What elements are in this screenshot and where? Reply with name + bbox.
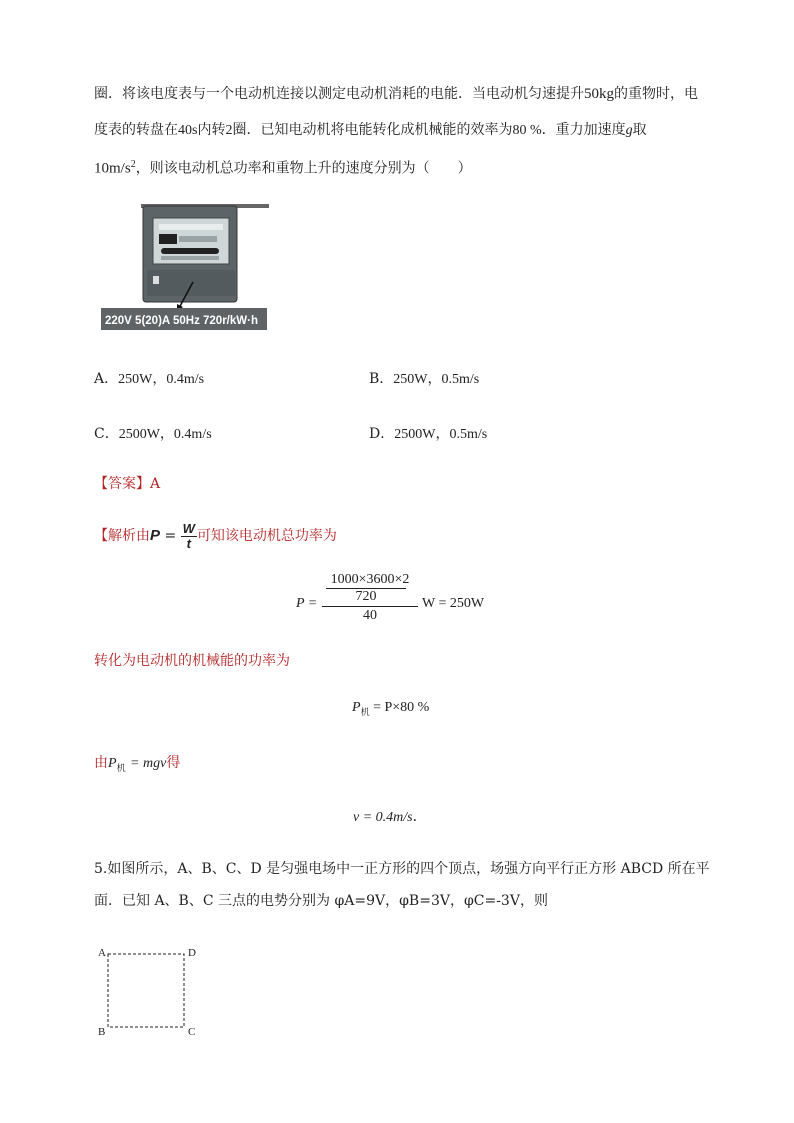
option-b[interactable]: B．250W，0.5m/s — [369, 371, 480, 387]
vertex-b-label: B — [98, 1026, 106, 1038]
option-a[interactable]: A．250W，0.4m/s — [94, 371, 205, 387]
vertex-a-label: A — [98, 947, 106, 959]
problem4-line2: 度表的转盘在40s内转2圈．已知电动机将电能转化成机械能的效率为80 %．重力加速度g取 — [94, 122, 647, 138]
analysis-line: 【解析由P = $\frac{W}{t}$ 可知该电动机总功率为 — [94, 520, 337, 551]
fraction-bar — [322, 606, 418, 607]
answer-line: 【答案】A — [94, 476, 161, 492]
square-abcd — [96, 944, 206, 1040]
problem5-line1: 5.如图所示，A、B、C、D 是匀强电场中一正方形的四个顶点，场强方向平行正方形 ABCD 所在平 — [94, 861, 710, 877]
mass-value: 50kg — [584, 86, 614, 102]
option-c[interactable]: C．2500W，0.4m/s — [94, 426, 212, 442]
problem4-line3: $10m/s^2$，则该电动机总功率和重物上升的速度分别为（ ） — [94, 159, 472, 177]
power-formula: P = 1000×3600×2 720 40 W = 250W — [296, 572, 485, 623]
option-d[interactable]: D．2500W，0.5m/s — [369, 426, 488, 442]
problem5-line2: 面．已知 A、B、C 三点的电势分别为 φA=9V，φB=3V，φC=-3V，则 — [94, 893, 548, 909]
meter-illustration — [101, 200, 269, 332]
power-fraction: $\frac{W}{t}$ — [182, 520, 195, 551]
electricity-meter-image — [101, 200, 269, 332]
mechanical-power-formula: $P_机 = P\times 80$ % — [352, 700, 430, 717]
convert-line: 转化为电动机的机械能的功率为 — [94, 653, 290, 669]
vertex-d-label: D — [188, 947, 196, 959]
problem4-line1: 圈．将该电度表与一个电动机连接以测定电动机消耗的电能．当电动机匀速提升50kg的重物时，电 — [94, 86, 698, 102]
meter-label: 220V 5(20)A 50Hz 720r/kW·h — [105, 315, 258, 327]
vertex-c-label: C — [188, 1026, 196, 1038]
velocity-result: v = 0.4m/s． — [353, 810, 427, 825]
square-diagram — [96, 944, 206, 1040]
by-line: 由$P_机$ = mgv得 — [94, 755, 181, 774]
answer-value: A — [150, 476, 161, 492]
